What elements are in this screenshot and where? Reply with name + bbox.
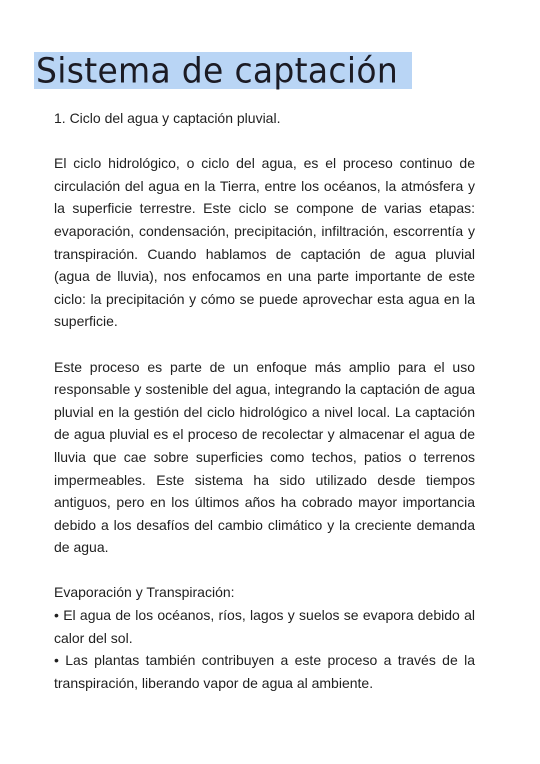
- bullet-item: • Las plantas también contribuyen a este proceso a través de la transpiración, liberando vapor de agua al ambiente.: [54, 652, 475, 691]
- paragraph-gap: [54, 559, 475, 582]
- paragraph-1: El ciclo hidrológico, o ciclo del agua, es el proceso continuo de circulación del agua en la Tierra, entre los océanos, la atmósfera y la superficie terrestre. Este ciclo se compone de varias etapas: evaporación, condensación, precipitación, infiltración, escorrentía y transpiración. Cuando hablamos de captación de agua pluvial (agua de lluvia), nos enfocamos en una parte importante de este ciclo: la precipitación y cómo se puede aprovechar esta agua en la superficie.: [54, 155, 475, 330]
- page-title: Sistema de captación: [36, 50, 399, 91]
- section-subtitle: 1. Ciclo del agua y captación pluvial.: [54, 110, 281, 126]
- paragraph-2: Este proceso es parte de un enfoque más amplio para el uso responsable y sostenible del agua, integrando la captación de agua pluvial en la gestión del ciclo hidrológico a nivel local. La captación de agua pluvial es el proceso de recolectar y almacenar el agua de lluvia que cae sobre superficies como techos, patios o terrenos impermeables. Este sistema ha sido utilizado desde tiempos antiguos, pero en los últimos años ha cobrado mayor importancia debido a los desafíos del cambio climático y la creciente demanda de agua.: [54, 358, 475, 556]
- section-heading: Evaporación y Transpiración:: [54, 584, 235, 601]
- title-highlight: [34, 52, 412, 89]
- bullet-item: • El agua de los océanos, ríos, lagos y suelos se evapora debido al calor del sol.: [54, 607, 475, 646]
- document-body: [54, 107, 475, 694]
- paragraph-gap: [54, 130, 475, 153]
- paragraph-gap: [54, 333, 475, 356]
